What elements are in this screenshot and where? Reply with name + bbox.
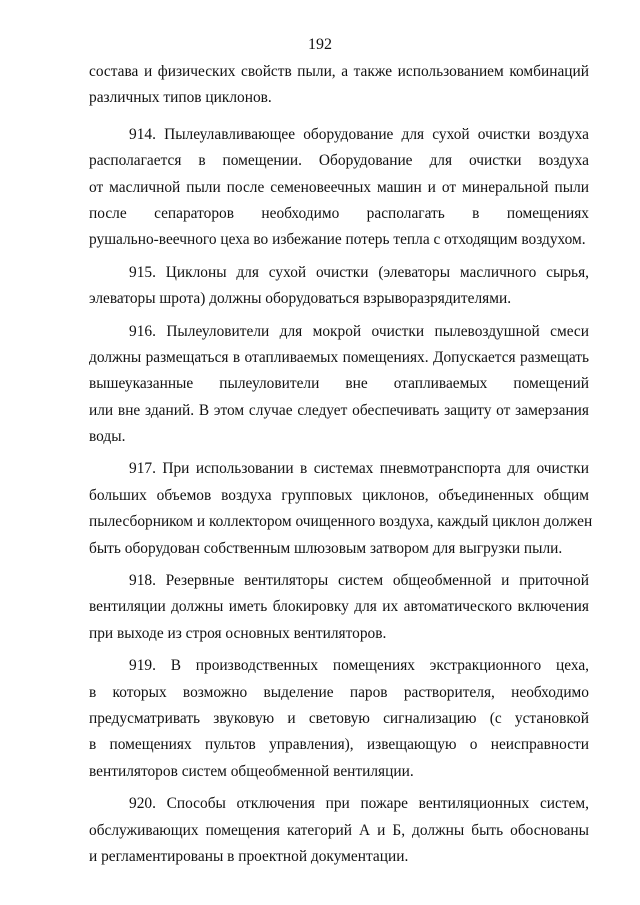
text-line: 920. Способы отключения при пожаре вентиляционных систем,: [129, 795, 589, 813]
text-line: состава и физических свойств пыли, а также использованием комбинаций: [89, 63, 589, 80]
paragraph: [89, 319, 589, 451]
text-line: быть оборудован собственным шлюзовым затвором для выгрузки пыли.: [89, 539, 563, 557]
text-line: рушально-веечного цеха во избежание потерь тепла с отходящим воздухом.: [89, 231, 586, 249]
paragraph: [89, 59, 589, 112]
text-line: обслуживающих помещения категорий А и Б, должны быть обоснованы: [89, 821, 589, 839]
text-line: 919. В производственных помещениях экстракционного цеха,: [129, 657, 589, 675]
text-line: после сепараторов необходимо располагать в помещениях: [89, 204, 589, 222]
paragraph: [89, 260, 589, 313]
paragraph: [89, 456, 593, 562]
text-line: пылесборником и коллектором очищенного воздуха, каждый циклон должен: [89, 513, 593, 531]
text-line: располагается в помещении. Оборудование для очистки воздуха: [89, 152, 589, 170]
paragraph: [89, 653, 589, 785]
text-line: и регламентированы в проектной документации.: [89, 847, 409, 865]
text-line: при выходе из строя основных вентиляторов.: [89, 624, 387, 642]
text-line: вышеуказанные пылеуловители вне отапливаемых помещений: [89, 375, 589, 393]
text-line: предусматривать звуковую и световую сигнализацию (с установкой: [89, 709, 589, 727]
document-body: [89, 59, 593, 870]
text-line: от масличной пыли после семеновеечных машин и от минеральной пыли: [89, 178, 589, 196]
text-line: различных типов циклонов.: [89, 89, 272, 107]
paragraph: [89, 122, 589, 254]
paragraph: [89, 568, 589, 647]
page-number: 192: [308, 36, 332, 53]
text-line: элеваторы шрота) должны оборудоваться взрыворазрядителями.: [89, 290, 512, 308]
text-line: вентиляторов систем общеобменной вентиляции.: [89, 762, 414, 780]
text-line: или вне зданий. В этом случае следует обеспечивать защиту от замерзания: [89, 401, 589, 419]
text-line: должны размещаться в отапливаемых помещениях. Допускается размещать: [89, 348, 589, 366]
text-line: 917. При использовании в системах пневмотранспорта для очистки: [129, 460, 589, 478]
text-line: 915. Циклоны для сухой очистки (элеваторы масличного сырья,: [129, 263, 589, 281]
text-line: больших объемов воздуха групповых циклонов, объединенных общим: [89, 486, 589, 504]
text-line: воды.: [89, 428, 126, 446]
text-line: в которых возможно выделение паров растворителя, необходимо: [89, 683, 589, 701]
text-line: 914. Пылеулавливающее оборудование для сухой очистки воздуха: [129, 125, 589, 143]
text-line: в помещениях пультов управления), извещающую о неисправности: [89, 736, 589, 754]
text-line: вентиляции должны иметь блокировку для их автоматического включения: [89, 598, 589, 616]
text-line: 918. Резервные вентиляторы систем общеобменной и приточной: [129, 572, 589, 590]
paragraph: [89, 791, 589, 870]
text-line: 916. Пылеуловители для мокрой очистки пылевоздушной смеси: [129, 322, 589, 340]
